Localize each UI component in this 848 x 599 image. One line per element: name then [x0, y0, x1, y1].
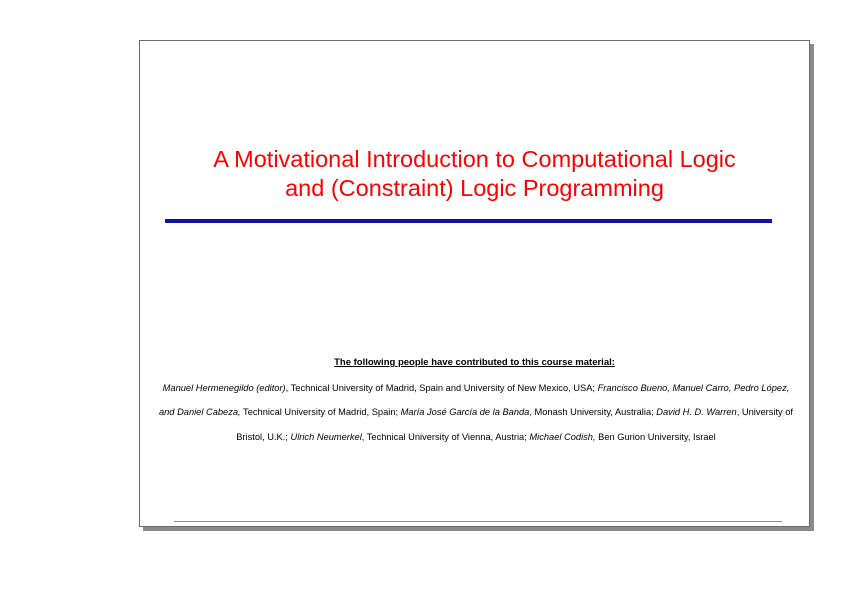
contributor-affiliation: , University of Bristol, U.K.;	[236, 407, 794, 442]
slide-title	[140, 145, 809, 203]
contributor-name: María José García de la Banda	[400, 407, 530, 418]
contributor-name: Michael Codish,	[529, 431, 596, 442]
slide-title-line-2: and (Constraint) Logic Programming	[285, 175, 664, 201]
contributor-name: Manuel Hermenegildo (editor)	[162, 383, 286, 393]
contributor-affiliation: , Monash University, Australia;	[529, 407, 657, 418]
footer-rule	[174, 521, 782, 522]
contributor-name: Ulrich Neumerkel	[290, 431, 362, 442]
slide-title-line-1: A Motivational Introduction to Computational Logic	[213, 146, 736, 172]
contributor-name: Francisco Bueno, Manuel Carro, Pedro López, and Daniel Cabeza,	[158, 383, 790, 418]
contributors-list	[156, 376, 796, 449]
slide	[139, 40, 810, 527]
contributor-name: David H. D. Warren	[656, 407, 737, 418]
title-underline	[165, 219, 772, 223]
contributors-heading: The following people have contributed to this course material:	[334, 357, 615, 368]
contributor-affiliation: Ben Gurion University, Israel	[595, 431, 716, 442]
contributor-affiliation: Technical University of Madrid, Spain;	[240, 407, 401, 418]
contributor-affiliation: , Technical University of Madrid, Spain and University of New Mexico, USA;	[285, 383, 598, 393]
contributor-affiliation: , Technical University of Vienna, Austria;	[361, 431, 530, 442]
